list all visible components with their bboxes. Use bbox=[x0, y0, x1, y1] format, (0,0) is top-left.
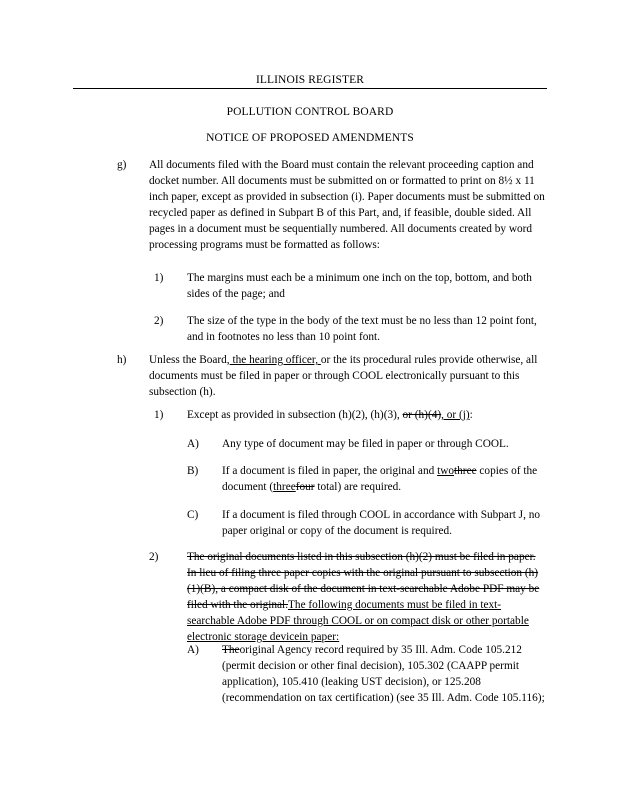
item-h1A-text: Any type of document may be filed in paper or through COOL. bbox=[222, 438, 509, 450]
inserted-hearing-officer: the hearing officer, bbox=[229, 354, 321, 366]
board-title: POLLUTION CONTROL BOARD bbox=[226, 106, 394, 118]
item-h-text: Unless the Board, the hearing officer, or the its procedural rules provide otherwise, all documents must be filed in paper or through COOL electronically pursuant to this subsection (h). bbox=[149, 354, 538, 398]
register-title: ILLINOIS REGISTER bbox=[255, 74, 365, 86]
item-g1-text: The margins must each be a minimum one inch on the top, bottom, and both sides of the page; and bbox=[187, 272, 532, 300]
item-h2-label: 2) bbox=[149, 551, 159, 563]
item-g2-label: 2) bbox=[154, 315, 164, 327]
item-g-text: All documents filed with the Board must contain the relevant proceeding caption and docket number. All documents must be submitted on or formatted to print on 8½ x 11 inch paper, except as provided in subsection (i). Paper documents must be submitted on recycled paper as defined in Subpart B of this Part, and, if feasible, double sided. All pages in a document must be sequentially numbered. All documents created by word processing programs must be formatted as follows: bbox=[149, 159, 545, 251]
item-h1C-text: If a document is filed through COOL in accordance with Subpart J, no paper original or copy of the document is required. bbox=[222, 509, 541, 537]
item-g1-label: 1) bbox=[154, 272, 164, 284]
deleted-h4: or (h)(4) bbox=[402, 409, 442, 421]
item-h1B-label: B) bbox=[187, 465, 199, 477]
header-rule bbox=[73, 88, 547, 89]
item-h2A-label: A) bbox=[187, 644, 199, 656]
item-h-label: h) bbox=[117, 354, 127, 366]
item-g-label: g) bbox=[117, 159, 127, 171]
item-h1A-label: A) bbox=[187, 438, 199, 450]
inserted-following-documents: The following documents must be filed in text-searchable Adobe PDF through COOL or on compact disk or other portable electronic storage devicein paper: bbox=[187, 599, 529, 643]
item-h1-label: 1) bbox=[154, 409, 164, 421]
item-h1-text: Except as provided in subsection (h)(2), (h)(3), or (h)(4), or (j): bbox=[187, 409, 473, 421]
item-h2-text bbox=[187, 549, 545, 645]
notice-title: NOTICE OF PROPOSED AMENDMENTS bbox=[206, 132, 414, 144]
item-g2-text: The size of the type in the body of the text must be no less than 12 point font, and in footnotes no less than 10 point font. bbox=[187, 315, 537, 343]
item-h2A-text: Theoriginal Agency record required by 35 Ill. Adm. Code 105.212 (permit decision or other final decision), 105.302 (CAAPP permit application), 105.410 (leaking UST decision), or 125.208 (recommendation on tax certification) (see 35 Ill. Adm. Code 105.116); bbox=[222, 644, 545, 704]
deleted-original-documents: The original documents listed in this subsection (h)(2) must be filed in paper. In lieu of filing three paper copies with the original pursuant to subsection (h)(1)(B), a compact disk of the document in text-searchable Adobe PDF may be filed with the original. bbox=[187, 551, 540, 611]
inserted-or-j: , or (j) bbox=[441, 409, 470, 421]
item-h1C-label: C) bbox=[187, 509, 199, 521]
item-h1B-text: If a document is filed in paper, the original and twothree copies of the document (threefour total) are required. bbox=[222, 465, 538, 493]
